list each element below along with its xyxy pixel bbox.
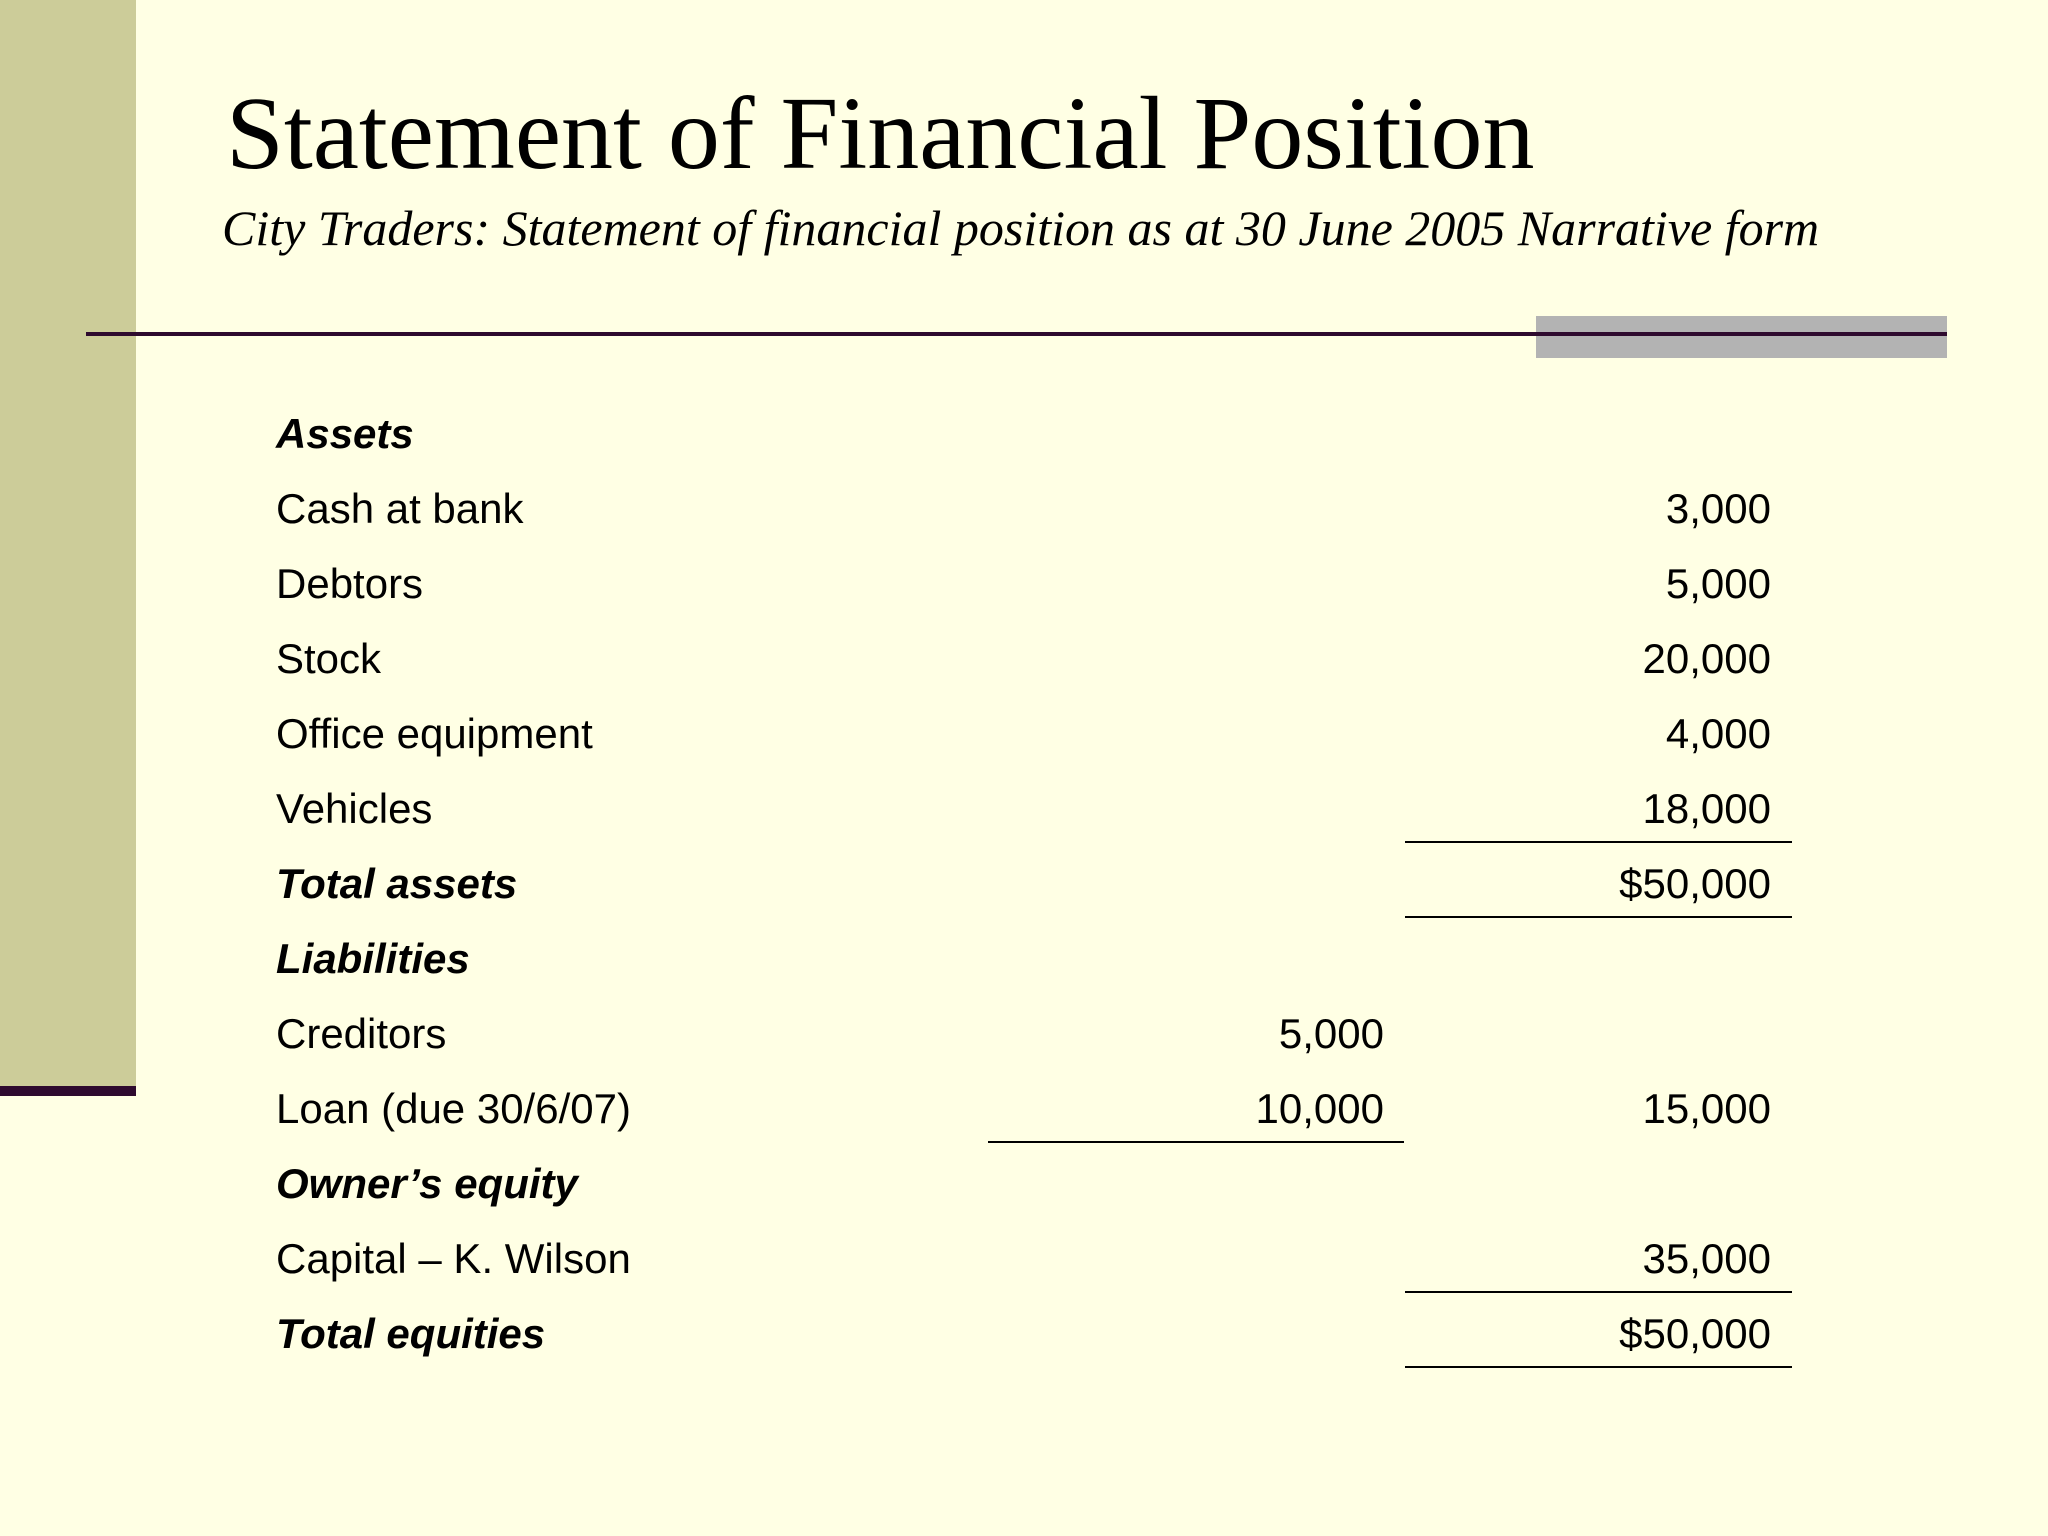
subtotal-underline [988,1141,1404,1143]
row-label: Stock [276,635,382,682]
table-row [0,1002,2048,1077]
section-heading-owners-equity: Owner’s equity [276,1160,578,1207]
row-amount: 15,000 [1642,1085,1771,1132]
table-row [0,402,2048,477]
table-row [0,927,2048,1002]
table-row [0,477,2048,552]
table-row [0,627,2048,702]
row-inner-amount: 10,000 [1255,1085,1384,1132]
row-label: Cash at bank [276,485,524,532]
row-label: Debtors [276,560,424,607]
row-label: Loan (due 30/6/07) [276,1085,631,1132]
row-inner-amount: 5,000 [1278,1010,1384,1057]
row-amount: 5,000 [1665,560,1771,607]
title-rule [86,332,1947,336]
total-assets-amount: $50,000 [1619,860,1771,907]
total-assets-label: Total assets [276,860,518,907]
subtotal-underline [1405,841,1792,843]
row-amount: 4,000 [1665,710,1771,757]
table-row [0,552,2048,627]
row-label: Capital – K. Wilson [276,1235,631,1282]
table-row [0,1152,2048,1227]
row-label: Vehicles [276,785,433,832]
total-equities-label: Total equities [276,1310,546,1357]
total-equities-amount: $50,000 [1619,1310,1771,1357]
row-amount: 35,000 [1642,1235,1771,1282]
slide-title: Statement of Financial Position [226,76,1535,191]
row-amount: 3,000 [1665,485,1771,532]
section-heading-liabilities: Liabilities [276,935,470,982]
total-underline [1405,916,1792,918]
subtotal-underline [1405,1291,1792,1293]
row-label: Office equipment [276,710,593,757]
section-heading-assets: Assets [276,410,414,457]
table-row [0,702,2048,777]
slide-subtitle: City Traders: Statement of financial position as at 30 June 2005 Narrative form [222,200,1820,256]
row-label: Creditors [276,1010,447,1057]
total-underline [1405,1366,1792,1368]
row-amount: 18,000 [1642,785,1771,832]
title-rule-accent [1536,316,1947,358]
row-amount: 20,000 [1642,635,1771,682]
